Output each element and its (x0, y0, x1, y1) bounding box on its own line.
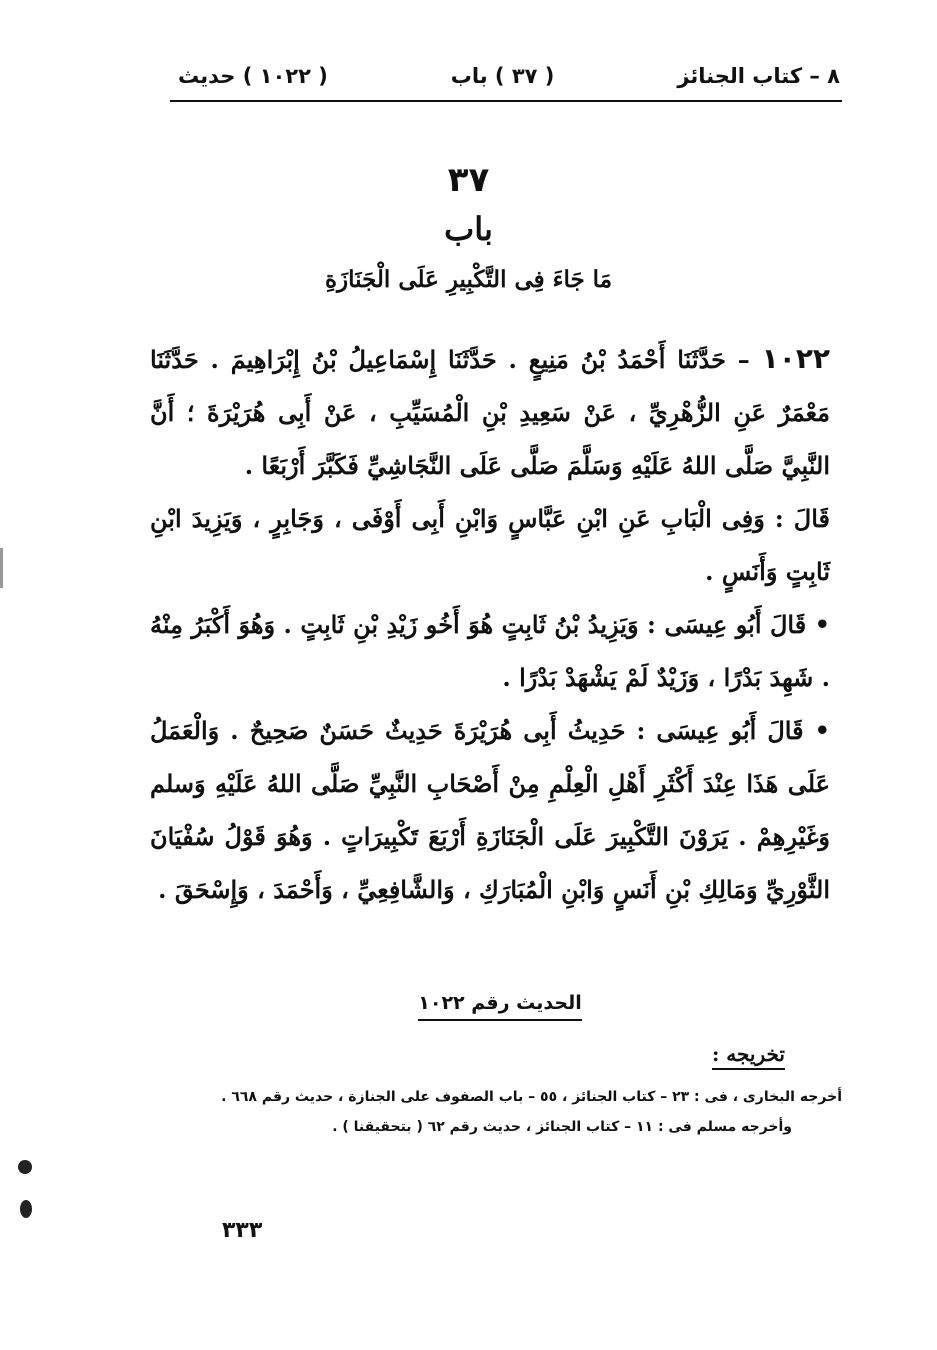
scan-artifact (18, 1160, 32, 1174)
header-rule (170, 100, 842, 102)
footnote-2: وأخرجه مسلم فى : ١١ – كتاب الجنائز ، حديث رقم ٦٢ ( بتحقيقنا ) . (332, 1119, 792, 1135)
hadith-body (150, 332, 830, 916)
scan-artifact (0, 548, 3, 588)
footnotes (170, 1082, 842, 1142)
takhrij-label: تخريجه : (712, 1042, 785, 1070)
section-heading (400, 992, 600, 1014)
hadith-isnad: – حَدَّثَنَا أَحْمَدُ بْنُ مَنِيعٍ . حَدَّثَنَا إِسْمَاعِيلُ بْنُ إِبْرَاهِيمَ . حَدَّثَنَا مَعْمَرٌ عَنِ الزُّهْرِيِّ ، عَنْ سَعِيدِ بْنِ الْمُسَيِّبِ ، عَنْ أَبِى هُرَيْرَةَ ؛ أَنَّ النَّبِيَّ صَلَّى اللهُ عَلَيْهِ وَسَلَّمَ صَلَّى عَلَى النَّجَاشِيِّ فَكَبَّرَ أَرْبَعًا . (150, 345, 830, 480)
header-chapter: ( ٣٧ ) باب (450, 64, 555, 88)
scan-artifact (20, 1200, 32, 1218)
hadith-text (150, 332, 830, 492)
hadith-number: ١٠٢٢ (761, 342, 830, 375)
section-heading-text: الحديث رقم ١٠٢٢ (418, 992, 581, 1021)
chapter-label: باب (444, 210, 493, 248)
comment-paragraph-1: قَالَ : وَفِى الْبَابِ عَنِ ابْنِ عَبَّاسٍ وَابْنِ أَبِى أَوْفَى ، وَجَابِرٍ ، وَيَزِيدَ ابْنِ ثَابِتٍ وَأَنَسٍ . (150, 504, 830, 586)
chapter-title: مَا جَاءَ فِى التَّكْبِيرِ عَلَى الْجَنَازَةِ (324, 266, 613, 293)
comment-paragraph-2: • قَالَ أَبُو عِيسَى : وَيَزِيدُ بْنُ ثَابِتٍ هُوَ أَخُو زَيْدِ بْنِ ثَابِتٍ . وَهُوَ أَكْبَرُ مِنْهُ . شَهِدَ بَدْرًا ، وَزَيْدٌ لَمْ يَشْهَدْ بَدْرًا . (150, 610, 830, 692)
chapter-number: ٣٧ (447, 160, 490, 200)
running-header (178, 58, 840, 94)
comment-paragraph-3: • قَالَ أَبُو عِيسَى : حَدِيثُ أَبِى هُرَيْرَةَ حَدِيثٌ حَسَنٌ صَحِيحٌ . وَالْعَمَلُ عَلَى هَذَا عِنْدَ أَكْثَرِ أَهْلِ الْعِلْمِ مِنْ أَصْحَابِ النَّبِيِّ صَلَّى اللهُ عَلَيْهِ وَسلم وَغَيْرِهِمْ . يَرَوْنَ التَّكْبِيرَ عَلَى الْجَنَازَةِ أَرْبَعَ تَكْبِيرَاتٍ . وَهُوَ قَوْلُ سُفْيَانَ الثَّوْرِيِّ وَمَالِكِ بْنِ أَنَسٍ وَابْنِ الْمُبَارَكِ ، وَالشَّافِعِيِّ ، وَأَحْمَدَ ، وَإِسْحَقَ . (150, 716, 830, 904)
header-hadith: ( ١٠٢٢ ) حديث (178, 64, 328, 88)
header-book-title: ٨ – كتاب الجنائز (677, 64, 840, 88)
footnote-1: أخرجه البخارى ، فى : ٢٣ – كتاب الجنائز ، ٥٥ – باب الصفوف على الجنازة ، حديث رقم ٦٦٨ . (221, 1089, 842, 1105)
page-number: ٣٣٣ (222, 1218, 263, 1243)
